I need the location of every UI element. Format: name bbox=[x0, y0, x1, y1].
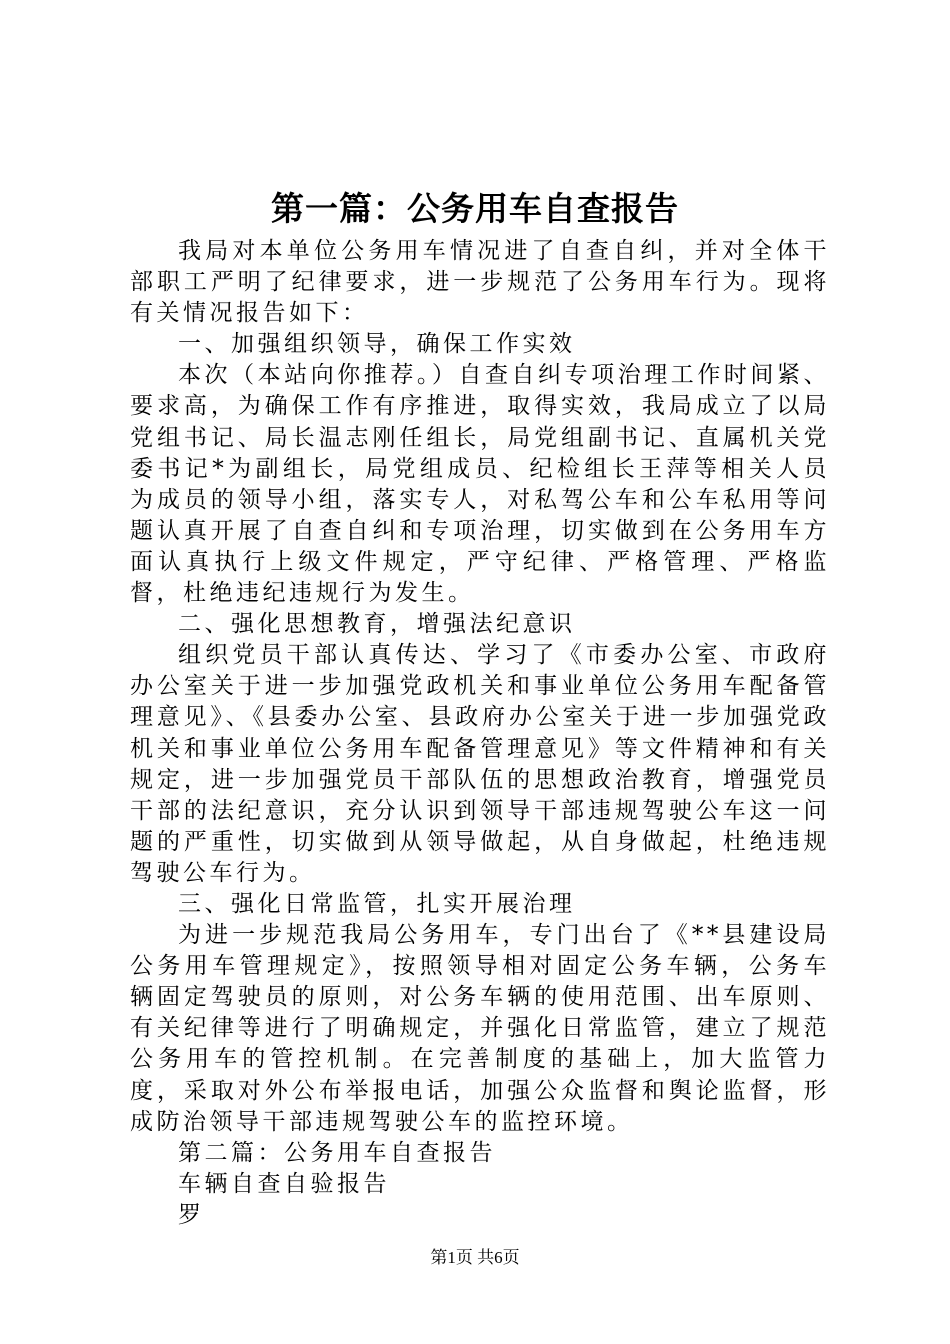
document-body bbox=[130, 236, 830, 1231]
section-paragraph-3: 为进一步规范我局公务用车，专门出台了《**县建设局公务用车管理规定》，按照领导相对固定公务车辆，公务车辆固定驾驶员的原则，对公务车辆的使用范围、出车原则、有关纪律等进行了明确规定，并强化日常监管，建立了规范公务用车的管控机制。在完善制度的基础上，加大监管力度，采取对外公布举报电话，加强公众监督和舆论监督，形成防治领导干部违规驾驶公车的监控环境。 bbox=[130, 922, 830, 1135]
section-heading-2: 二、强化思想教育，增强法纪意识 bbox=[178, 611, 576, 638]
intro-paragraph: 我局对本单位公务用车情况进了自查自纠，并对全体干部职工严明了纪律要求，进一步规范了公务用车行为。现将有关情况报告如下： bbox=[130, 238, 830, 327]
section-paragraph-1: 本次（本站向你推荐。）自查自纠专项治理工作时间紧、要求高，为确保工作有序推进，取得实效，我局成立了以局党组书记、局长温志刚任组长，局党组副书记、直属机关党委书记*为副组长，局党组成员、纪检组长王萍等相关人员为成员的领导小组，落实专人，对私驾公车和公车私用等问题认真开展了自查自纠和专项治理，切实做到在公务用车方面认真执行上级文件规定，严守纪律、严格管理、严格监督，杜绝违纪违规行为发生。 bbox=[130, 362, 830, 607]
section-heading-3: 三、强化日常监管，扎实开展治理 bbox=[178, 890, 576, 917]
second-article-title: 第二篇：公务用车自查报告 bbox=[178, 1139, 496, 1166]
page-footer: 第1页 共6页 bbox=[430, 1248, 520, 1267]
trailing-text-line: 罗 bbox=[178, 1201, 205, 1228]
section-heading-1: 一、加强组织领导，确保工作实效 bbox=[178, 331, 576, 358]
subtitle-line: 车辆自查自验报告 bbox=[178, 1170, 390, 1197]
document-title: 第一篇：公务用车自查报告 bbox=[271, 189, 679, 228]
section-paragraph-2: 组织党员干部认真传达、学习了《市委办公室、市政府办公室关于进一步加强党政机关和事业单位公务用车配备管理意见》、《县委办公室、县政府办公室关于进一步加强党政机关和事业单位公务用车配备管理意见》等文件精神和有关规定，进一步加强党员干部队伍的思想政治教育，增强党员干部的法纪意识，充分认识到领导干部违规驾驶公车这一问题的严重性，切实做到从领导做起，从自身做起，杜绝违规驾驶公车行为。 bbox=[130, 642, 830, 886]
